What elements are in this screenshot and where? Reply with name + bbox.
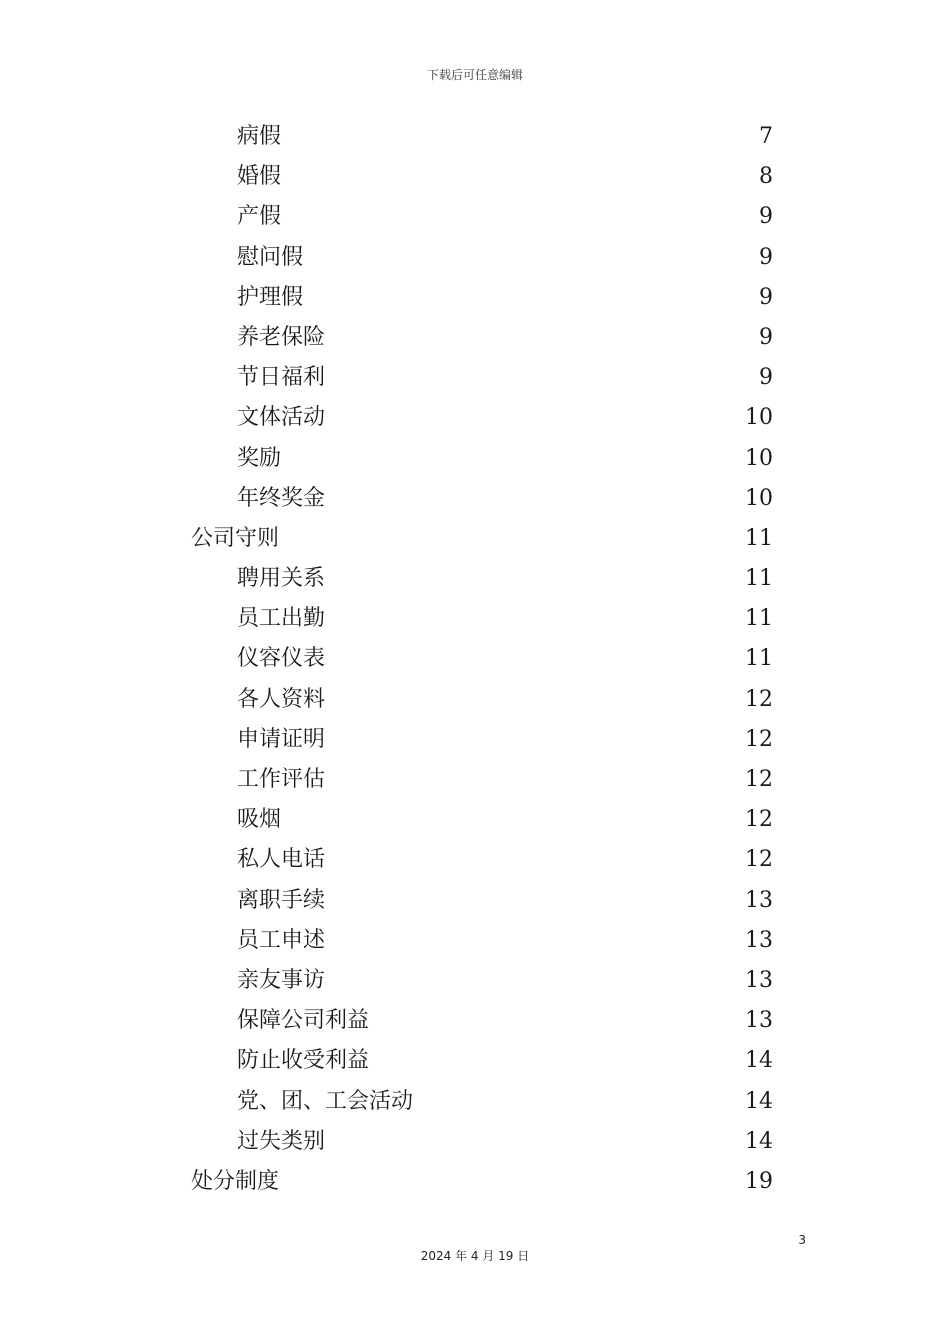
toc-entry-title: 保障公司利益 <box>237 1008 370 1034</box>
toc-entry-title: 工作评估 <box>237 767 326 792</box>
toc-entry[interactable] <box>191 800 773 840</box>
toc-entry[interactable] <box>191 519 773 559</box>
toc-entry-page: 12 <box>745 807 773 833</box>
toc-entry-title: 私人电话 <box>237 847 326 873</box>
toc-entry-page: 13 <box>745 927 773 953</box>
toc-entry-title: 仪容仪表 <box>237 646 326 672</box>
toc-entry[interactable] <box>191 278 773 318</box>
toc-entry-title: 产假 <box>237 204 282 230</box>
toc-entry-page: 11 <box>745 606 773 632</box>
toc-entry-page: 14 <box>745 1128 773 1154</box>
toc-entry-title: 病假 <box>237 124 282 149</box>
toc-entry-page: 9 <box>759 244 773 270</box>
toc-entry-page: 10 <box>745 485 773 511</box>
toc-entry-page: 7 <box>759 124 773 149</box>
toc-entry[interactable] <box>191 1041 773 1081</box>
toc-entry-page: 11 <box>745 525 773 551</box>
page-header: 下载后可任意编辑 <box>426 68 523 82</box>
toc-entry-title: 节日福利 <box>237 365 326 391</box>
toc-entry[interactable] <box>191 117 773 157</box>
toc-entry[interactable] <box>191 1122 773 1162</box>
toc-entry-title: 文体活动 <box>237 405 326 431</box>
toc-entry-title: 奖励 <box>237 445 282 471</box>
toc-entry-title: 公司守则 <box>191 525 280 551</box>
table-of-contents <box>191 117 773 1202</box>
toc-entry-title: 离职手续 <box>237 887 326 913</box>
toc-entry[interactable] <box>191 760 773 800</box>
toc-entry-page: 13 <box>745 967 773 993</box>
toc-entry[interactable] <box>191 479 773 519</box>
toc-entry[interactable] <box>191 318 773 358</box>
toc-entry-title: 养老保险 <box>237 324 326 350</box>
toc-entry[interactable] <box>191 921 773 961</box>
toc-entry[interactable] <box>191 840 773 880</box>
toc-entry-page: 14 <box>745 1088 773 1114</box>
toc-entry-title: 亲友事访 <box>237 967 326 993</box>
toc-entry-page: 10 <box>745 405 773 431</box>
toc-entry-page: 13 <box>745 887 773 913</box>
page-number: 3 <box>798 1233 806 1247</box>
toc-entry[interactable] <box>191 1001 773 1041</box>
toc-entry-page: 9 <box>759 204 773 230</box>
toc-entry[interactable] <box>191 197 773 237</box>
toc-entry-title: 慰问假 <box>237 244 304 270</box>
toc-entry-title: 员工申述 <box>237 927 326 953</box>
toc-entry-page: 9 <box>759 365 773 391</box>
toc-entry-title: 婚假 <box>237 164 282 190</box>
toc-entry-title: 员工出勤 <box>237 606 326 632</box>
toc-entry-page: 10 <box>745 445 773 471</box>
toc-entry[interactable] <box>191 398 773 438</box>
toc-entry[interactable] <box>191 559 773 599</box>
toc-entry-title: 年终奖金 <box>237 485 326 511</box>
toc-entry-page: 11 <box>745 566 773 592</box>
toc-entry-page: 12 <box>745 767 773 792</box>
toc-entry[interactable] <box>191 238 773 278</box>
toc-entry-page: 9 <box>759 284 773 310</box>
toc-entry-title: 过失类别 <box>237 1128 326 1154</box>
toc-entry[interactable] <box>191 439 773 479</box>
toc-entry-title: 处分制度 <box>191 1168 280 1194</box>
toc-entry-title: 党、团、工会活动 <box>237 1088 414 1114</box>
toc-entry[interactable] <box>191 680 773 720</box>
toc-entry-page: 19 <box>745 1168 773 1194</box>
toc-entry[interactable] <box>191 720 773 760</box>
toc-entry[interactable] <box>191 1162 773 1202</box>
toc-entry-page: 14 <box>745 1048 773 1074</box>
toc-entry-page: 12 <box>745 726 773 752</box>
toc-entry[interactable] <box>191 157 773 197</box>
toc-entry[interactable] <box>191 599 773 639</box>
toc-entry-title: 聘用关系 <box>237 566 326 592</box>
toc-entry[interactable] <box>191 639 773 679</box>
toc-entry-title: 各人资料 <box>237 686 326 712</box>
toc-entry[interactable] <box>191 881 773 921</box>
page-footer-date: 2024 年 4 月 19 日 <box>420 1249 530 1263</box>
toc-entry-page: 12 <box>745 847 773 873</box>
toc-entry-page: 13 <box>745 1008 773 1034</box>
toc-entry[interactable] <box>191 1082 773 1122</box>
toc-entry-title: 护理假 <box>237 284 304 310</box>
toc-entry[interactable] <box>191 961 773 1001</box>
toc-entry-page: 9 <box>759 324 773 350</box>
toc-entry-page: 8 <box>759 164 773 190</box>
toc-entry[interactable] <box>191 358 773 398</box>
toc-entry-title: 吸烟 <box>237 807 282 833</box>
toc-entry-page: 12 <box>745 686 773 712</box>
toc-entry-title: 申请证明 <box>237 726 326 752</box>
toc-entry-title: 防止收受利益 <box>237 1048 370 1074</box>
toc-entry-page: 11 <box>745 646 773 672</box>
